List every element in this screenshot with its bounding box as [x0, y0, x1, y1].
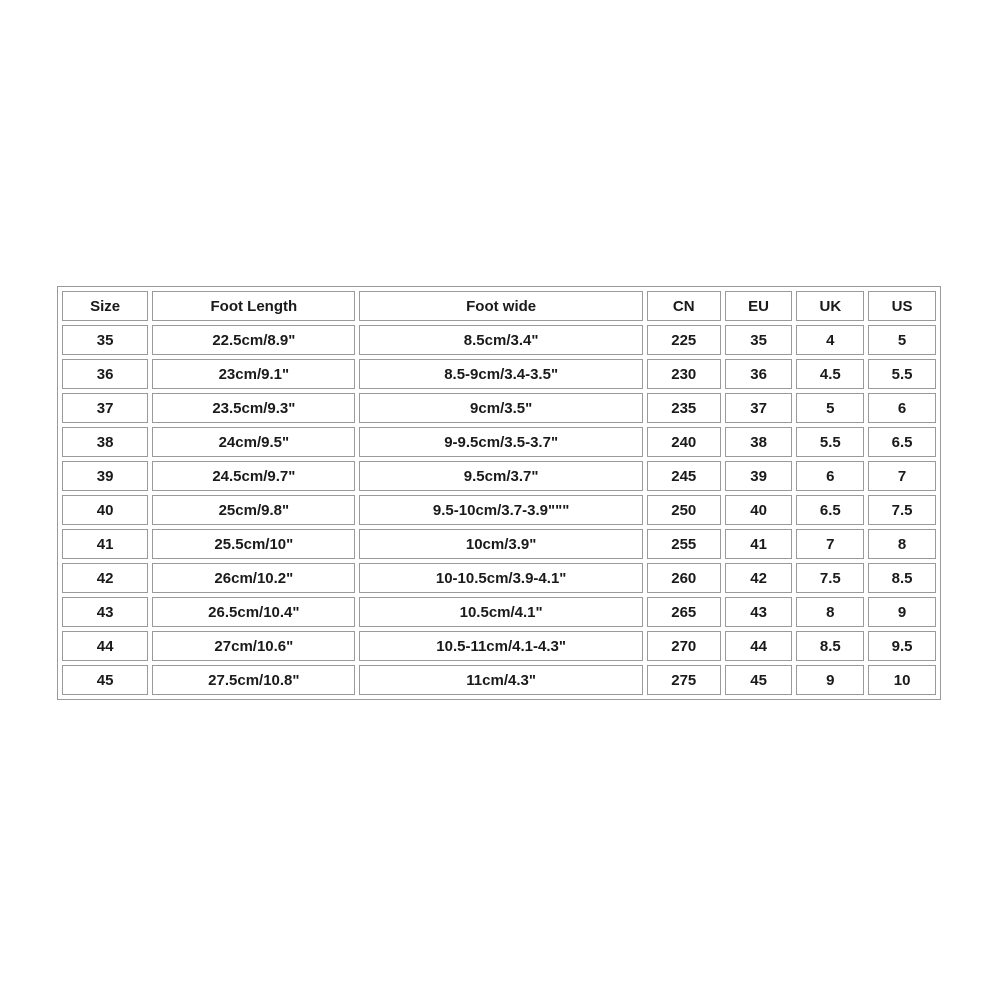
cell-size: 42 — [62, 563, 148, 593]
table-row — [62, 665, 936, 695]
table-row — [62, 597, 936, 627]
cell-foot-wide: 8.5-9cm/3.4-3.5" — [359, 359, 642, 389]
cell-us: 9.5 — [868, 631, 936, 661]
cell-foot-wide: 9cm/3.5" — [359, 393, 642, 423]
table-row — [62, 393, 936, 423]
cell-size: 39 — [62, 461, 148, 491]
table-row — [62, 563, 936, 593]
cell-foot-length: 24.5cm/9.7" — [152, 461, 355, 491]
cell-foot-length: 27cm/10.6" — [152, 631, 355, 661]
cell-uk: 5.5 — [796, 427, 864, 457]
cell-foot-wide: 10-10.5cm/3.9-4.1" — [359, 563, 642, 593]
cell-eu: 42 — [725, 563, 793, 593]
cell-uk: 6 — [796, 461, 864, 491]
cell-eu: 40 — [725, 495, 793, 525]
cell-uk: 4.5 — [796, 359, 864, 389]
cell-cn: 240 — [647, 427, 721, 457]
cell-foot-length: 22.5cm/8.9" — [152, 325, 355, 355]
cell-uk: 6.5 — [796, 495, 864, 525]
cell-us: 5 — [868, 325, 936, 355]
header-foot-length: Foot Length — [152, 291, 355, 321]
cell-cn: 235 — [647, 393, 721, 423]
cell-uk: 8.5 — [796, 631, 864, 661]
cell-us: 8 — [868, 529, 936, 559]
cell-us: 10 — [868, 665, 936, 695]
cell-uk: 8 — [796, 597, 864, 627]
table-row — [62, 495, 936, 525]
cell-eu: 44 — [725, 631, 793, 661]
cell-foot-length: 26.5cm/10.4" — [152, 597, 355, 627]
cell-eu: 38 — [725, 427, 793, 457]
cell-eu: 45 — [725, 665, 793, 695]
cell-us: 7.5 — [868, 495, 936, 525]
cell-us: 6.5 — [868, 427, 936, 457]
cell-foot-wide: 9.5-10cm/3.7-3.9""" — [359, 495, 642, 525]
cell-cn: 270 — [647, 631, 721, 661]
cell-uk: 4 — [796, 325, 864, 355]
cell-us: 5.5 — [868, 359, 936, 389]
table-row — [62, 325, 936, 355]
table-row — [62, 359, 936, 389]
cell-foot-wide: 10.5-11cm/4.1-4.3" — [359, 631, 642, 661]
cell-foot-length: 27.5cm/10.8" — [152, 665, 355, 695]
header-eu: EU — [725, 291, 793, 321]
cell-eu: 39 — [725, 461, 793, 491]
cell-foot-wide: 10cm/3.9" — [359, 529, 642, 559]
cell-eu: 43 — [725, 597, 793, 627]
cell-foot-wide: 9.5cm/3.7" — [359, 461, 642, 491]
header-size: Size — [62, 291, 148, 321]
cell-eu: 37 — [725, 393, 793, 423]
cell-foot-length: 23cm/9.1" — [152, 359, 355, 389]
header-foot-wide: Foot wide — [359, 291, 642, 321]
table-row — [62, 427, 936, 457]
size-chart-body — [62, 325, 936, 695]
cell-size: 38 — [62, 427, 148, 457]
cell-size: 44 — [62, 631, 148, 661]
header-cn: CN — [647, 291, 721, 321]
cell-foot-wide: 8.5cm/3.4" — [359, 325, 642, 355]
cell-us: 8.5 — [868, 563, 936, 593]
cell-foot-wide: 9-9.5cm/3.5-3.7" — [359, 427, 642, 457]
table-row — [62, 631, 936, 661]
table-row — [62, 461, 936, 491]
cell-size: 43 — [62, 597, 148, 627]
cell-us: 6 — [868, 393, 936, 423]
cell-foot-length: 26cm/10.2" — [152, 563, 355, 593]
cell-foot-length: 25cm/9.8" — [152, 495, 355, 525]
cell-cn: 225 — [647, 325, 721, 355]
size-chart-table — [57, 286, 941, 700]
cell-cn: 245 — [647, 461, 721, 491]
cell-eu: 41 — [725, 529, 793, 559]
cell-cn: 230 — [647, 359, 721, 389]
cell-cn: 260 — [647, 563, 721, 593]
size-chart-header — [62, 291, 936, 321]
cell-uk: 5 — [796, 393, 864, 423]
header-us: US — [868, 291, 936, 321]
table-row — [62, 529, 936, 559]
cell-cn: 250 — [647, 495, 721, 525]
cell-foot-length: 23.5cm/9.3" — [152, 393, 355, 423]
cell-cn: 275 — [647, 665, 721, 695]
cell-size: 37 — [62, 393, 148, 423]
cell-size: 36 — [62, 359, 148, 389]
cell-foot-wide: 11cm/4.3" — [359, 665, 642, 695]
header-uk: UK — [796, 291, 864, 321]
cell-eu: 36 — [725, 359, 793, 389]
header-row — [62, 291, 936, 321]
cell-foot-length: 25.5cm/10" — [152, 529, 355, 559]
cell-size: 41 — [62, 529, 148, 559]
cell-size: 35 — [62, 325, 148, 355]
cell-uk: 7 — [796, 529, 864, 559]
cell-eu: 35 — [725, 325, 793, 355]
cell-uk: 9 — [796, 665, 864, 695]
cell-uk: 7.5 — [796, 563, 864, 593]
cell-us: 9 — [868, 597, 936, 627]
cell-cn: 255 — [647, 529, 721, 559]
cell-foot-wide: 10.5cm/4.1" — [359, 597, 642, 627]
cell-foot-length: 24cm/9.5" — [152, 427, 355, 457]
cell-us: 7 — [868, 461, 936, 491]
cell-size: 40 — [62, 495, 148, 525]
cell-cn: 265 — [647, 597, 721, 627]
cell-size: 45 — [62, 665, 148, 695]
